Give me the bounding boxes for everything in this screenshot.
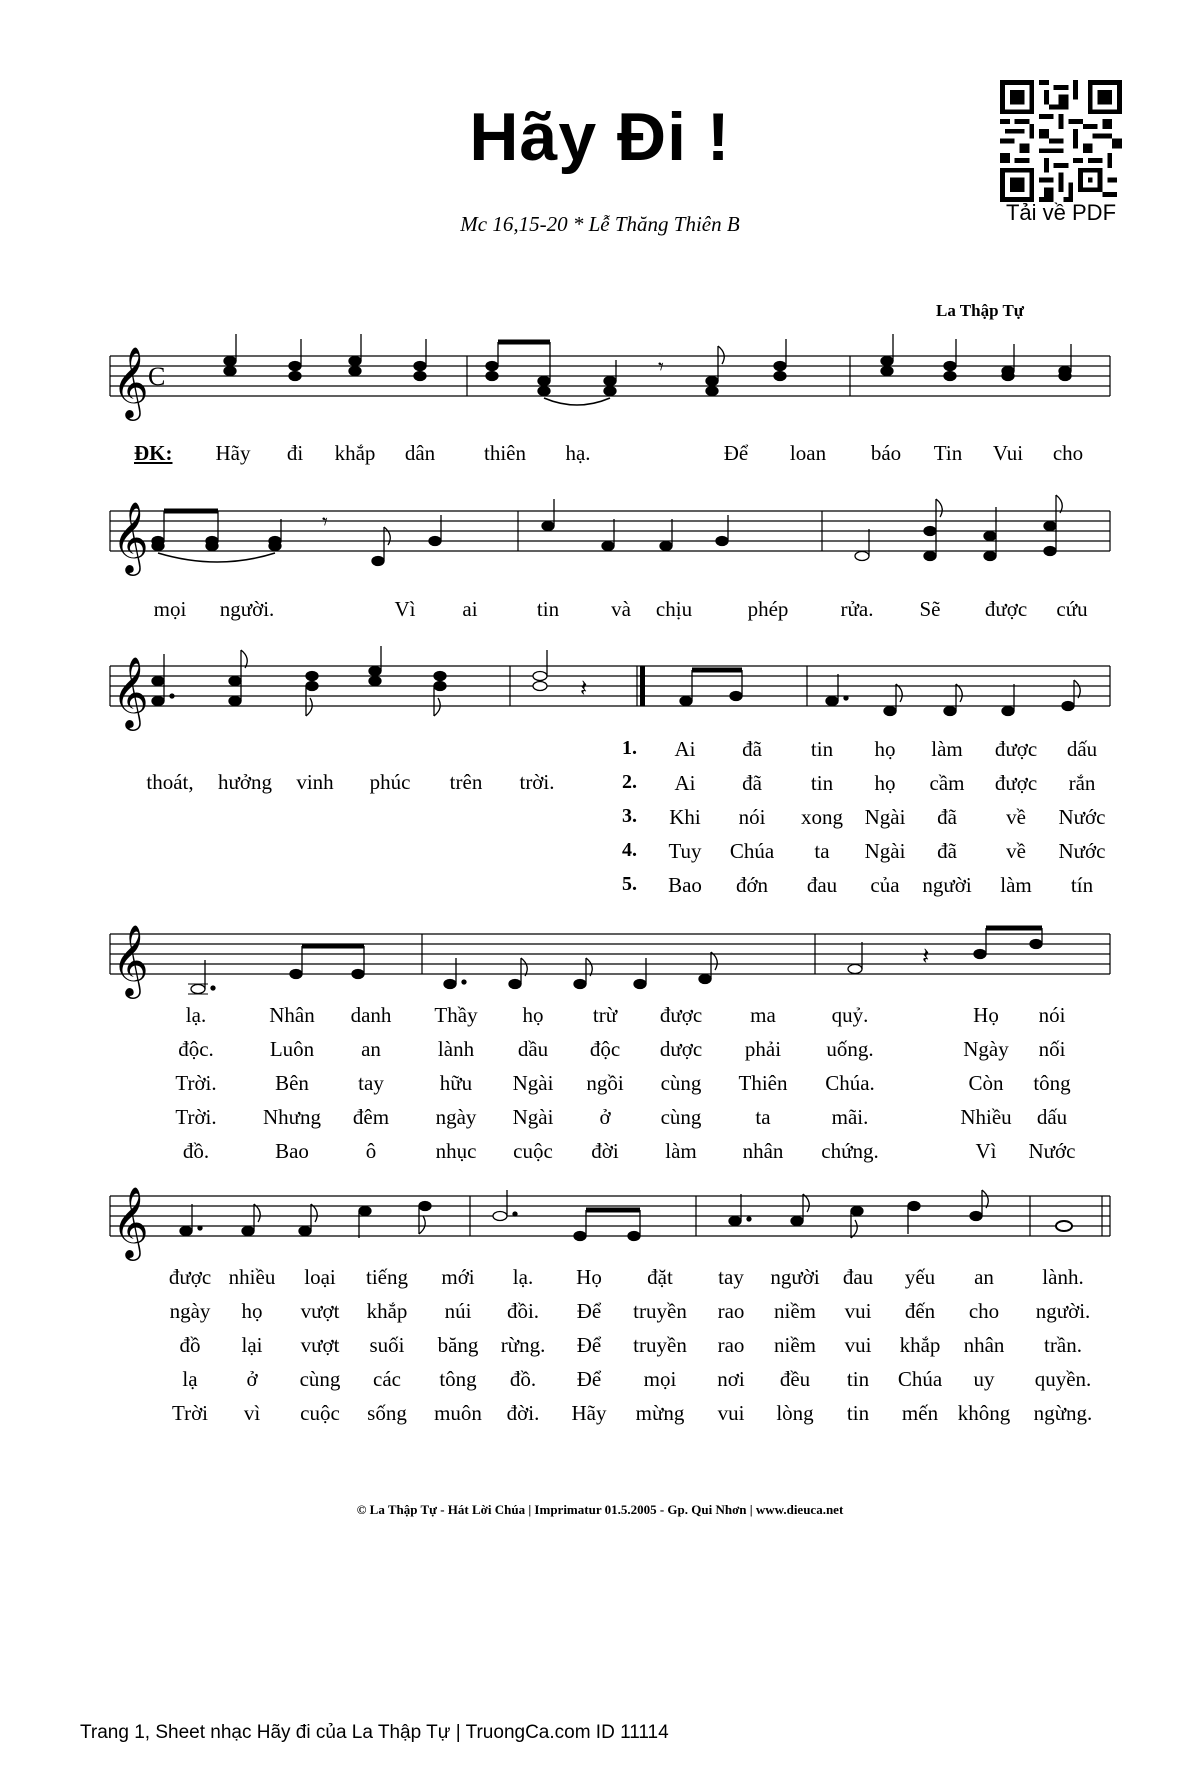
lyric: Chúa — [897, 1367, 943, 1391]
lyric: Để — [576, 1333, 602, 1357]
lyric: được — [994, 771, 1038, 795]
song-title: Hãy Đi ! — [469, 99, 731, 175]
staff-system-2 — [100, 485, 1120, 585]
lyric: về — [1006, 805, 1026, 829]
lyric: đồ. — [509, 1367, 537, 1391]
lyric: cho — [968, 1299, 1000, 1323]
lyric: về — [1006, 839, 1026, 863]
lyric: đồi. — [506, 1299, 540, 1323]
svg-text:𝄞: 𝄞 — [112, 500, 149, 573]
lyric: rao — [717, 1299, 745, 1323]
verse-number: 3. — [622, 805, 637, 827]
lyric: ô — [365, 1139, 377, 1163]
svg-text:𝄽: 𝄽 — [922, 942, 930, 970]
svg-text:𝄾: 𝄾 — [658, 355, 664, 380]
lyric: truyền — [633, 1333, 687, 1357]
lyric: vì — [243, 1401, 261, 1425]
lyric: khắp — [899, 1333, 941, 1357]
lyric: lạ — [182, 1367, 198, 1391]
lyric: trên — [449, 770, 483, 794]
lyric: băng — [437, 1333, 479, 1357]
lyric: lành — [437, 1037, 475, 1061]
lyric: cuộc — [513, 1139, 553, 1163]
staff-system-5 — [100, 1170, 1120, 1270]
lyric: Còn — [968, 1071, 1004, 1095]
lyric: Nước — [1058, 839, 1106, 863]
lyric: ma — [750, 1003, 776, 1027]
lyric: phúc — [369, 770, 411, 794]
lyric: của — [870, 873, 900, 897]
svg-text:𝄾: 𝄾 — [322, 510, 328, 535]
staff-system-3 — [100, 640, 1120, 740]
lyric: vinh — [296, 770, 334, 794]
lyric: Vui — [992, 441, 1024, 465]
lyric: đặt — [647, 1265, 673, 1289]
lyric: vui — [717, 1401, 745, 1425]
lyric: phép — [747, 597, 789, 621]
lyric: mọi — [153, 597, 187, 621]
lyric: nhân — [742, 1139, 784, 1163]
lyric: tông — [1033, 1071, 1071, 1095]
lyric: đã — [937, 805, 957, 829]
lyric: đời — [591, 1139, 619, 1163]
lyric: dược — [659, 1037, 703, 1061]
lyric: tin — [810, 771, 834, 795]
lyric: đã — [742, 737, 762, 761]
lyric: lạ. — [185, 1003, 207, 1027]
lyric: trần. — [1044, 1333, 1082, 1357]
lyric: đau — [806, 873, 838, 897]
lyric: được — [984, 597, 1028, 621]
lyric: ta — [814, 839, 830, 863]
verse-number: 5. — [622, 873, 637, 895]
verse-number: 1. — [622, 737, 637, 759]
lyric: ngày — [435, 1105, 477, 1129]
lyric: niềm — [774, 1299, 816, 1323]
lyric: Nhưng — [262, 1105, 322, 1129]
lyric: tay — [718, 1265, 744, 1289]
lyric: người. — [219, 597, 275, 621]
lyric: đến — [904, 1299, 936, 1323]
refrain-label: ĐK: — [134, 441, 173, 465]
lyric: loan — [789, 441, 827, 465]
lyric: rửa. — [840, 597, 874, 621]
lyric: ta — [755, 1105, 771, 1129]
lyric: quỷ. — [831, 1003, 869, 1027]
lyric: Nước — [1058, 805, 1106, 829]
verse-number: 4. — [622, 839, 637, 861]
lyric: danh — [350, 1003, 392, 1027]
lyric: an — [361, 1037, 381, 1061]
lyric: ngày — [169, 1299, 211, 1323]
lyric: yếu — [904, 1265, 936, 1289]
lyric: Để — [576, 1367, 602, 1391]
lyric: Trời. — [175, 1105, 217, 1129]
lyric: trừ — [592, 1003, 618, 1027]
lyric: Hãy — [215, 441, 251, 465]
lyric: phải — [744, 1037, 782, 1061]
lyric: núi — [444, 1299, 472, 1323]
lyric: và — [611, 597, 631, 621]
lyric: an — [974, 1265, 994, 1289]
lyric: làm — [665, 1139, 697, 1163]
lyric: tin — [536, 597, 560, 621]
lyric: truyền — [633, 1299, 687, 1323]
composer-name: La Thập Tự — [936, 301, 1025, 320]
lyric: họ — [522, 1003, 544, 1027]
lyric: suối — [369, 1333, 405, 1357]
lyric: vui — [844, 1299, 872, 1323]
lyric: Nước — [1028, 1139, 1076, 1163]
lyric: mến — [901, 1401, 939, 1425]
lyric: Bên — [275, 1071, 309, 1095]
lyric: Chúa — [729, 839, 775, 863]
lyric: Thiên — [738, 1071, 788, 1095]
lyric: đêm — [352, 1105, 390, 1129]
lyric: niềm — [774, 1333, 816, 1357]
lyric: Ai — [674, 737, 696, 761]
lyric: vượt — [300, 1333, 340, 1357]
lyric: cuộc — [300, 1401, 340, 1425]
lyric: nhiều — [228, 1265, 276, 1289]
lyric: dấu — [1036, 1105, 1068, 1129]
lyric: Để — [723, 441, 749, 465]
lyric: Nhân — [269, 1003, 315, 1027]
lyric: thoát, — [146, 770, 194, 794]
lyric: độc. — [178, 1037, 214, 1061]
download-pdf-caption[interactable]: Tải về PDF — [1005, 200, 1117, 225]
lyric: cho — [1052, 441, 1084, 465]
lyric: rắn — [1068, 771, 1096, 795]
lyric: tin — [810, 737, 834, 761]
lyric: đã — [742, 771, 762, 795]
lyric: cùng — [660, 1071, 702, 1095]
lyric: chứng. — [821, 1139, 879, 1163]
copyright-line: © La Thập Tự - Hát Lời Chúa | Imprimatur 01.5.2005 - Gp. Qui Nhơn | www.dieuca.net — [356, 1502, 844, 1517]
lyric: cầm — [929, 771, 965, 795]
lyric: Trời. — [175, 1071, 217, 1095]
lyric: nói — [1038, 1003, 1066, 1027]
svg-text:𝄽: 𝄽 — [580, 674, 588, 702]
lyric: Hãy — [571, 1401, 607, 1425]
lyric: người — [770, 1265, 820, 1289]
lyric: dầu — [517, 1037, 549, 1061]
lyric: tín — [1070, 873, 1094, 897]
lyric: mãi. — [831, 1105, 869, 1129]
lyric: Bao — [275, 1139, 309, 1163]
lyric: Họ — [973, 1003, 999, 1027]
lyric: ngồi — [586, 1071, 624, 1095]
lyric: các — [373, 1367, 401, 1391]
lyric: ở — [599, 1105, 611, 1129]
lyric: tông — [439, 1367, 477, 1391]
lyric: vui — [844, 1333, 872, 1357]
lyric: người — [922, 873, 972, 897]
lyric: cùng — [299, 1367, 341, 1391]
lyric: Thầy — [434, 1003, 478, 1027]
lyric: lại — [241, 1333, 263, 1357]
lyric: đớn — [735, 873, 769, 897]
lyric: mừng — [635, 1401, 685, 1425]
lyric: làm — [931, 737, 963, 761]
lyric: đồ. — [182, 1139, 210, 1163]
lyric: Bao — [668, 873, 702, 897]
lyric: nhục — [435, 1139, 477, 1163]
lyric: mọi — [643, 1367, 677, 1391]
lyric: Họ — [576, 1265, 602, 1289]
lyric: chịu — [655, 597, 693, 621]
lyric: vượt — [300, 1299, 340, 1323]
lyric: rừng. — [500, 1333, 546, 1357]
page-footer: Trang 1, Sheet nhạc Hãy đi của La Thập Tự | TruongCa.com ID 11114 — [80, 1722, 669, 1743]
lyric: đã — [937, 839, 957, 863]
lyric: làm — [1000, 873, 1032, 897]
lyric: tay — [358, 1071, 384, 1095]
lyric: Ai — [674, 771, 696, 795]
svg-text:𝄞: 𝄞 — [112, 345, 149, 418]
lyric: lạ. — [512, 1265, 534, 1289]
lyric: được — [168, 1265, 212, 1289]
lyric: nơi — [717, 1367, 745, 1391]
staff-system-4 — [100, 908, 1120, 1008]
lyric: đi — [286, 441, 304, 465]
lyric: Sẽ — [919, 597, 941, 621]
lyric: lòng — [776, 1401, 814, 1425]
lyric: họ — [241, 1299, 263, 1323]
lyric: nhân — [963, 1333, 1005, 1357]
lyric: tin — [846, 1401, 870, 1425]
lyric: Vì — [394, 597, 416, 621]
lyric: đời. — [506, 1401, 540, 1425]
lyric: loại — [304, 1265, 336, 1289]
lyric: xong — [801, 805, 843, 829]
lyric: thiên — [484, 441, 526, 465]
scripture-reference: Mc 16,15-20 * Lễ Thăng Thiên B — [460, 212, 740, 236]
lyric: độc — [589, 1037, 621, 1061]
verse-number: 2. — [622, 771, 637, 793]
lyric: Ngài — [864, 805, 906, 829]
lyric: Vì — [975, 1139, 997, 1163]
lyric: Tin — [933, 441, 963, 465]
lyric: Tuy — [668, 839, 702, 863]
lyric: Để — [576, 1299, 602, 1323]
lyric: cùng — [660, 1105, 702, 1129]
lyric: hạ. — [565, 441, 591, 465]
lyric: báo — [870, 441, 902, 465]
lyric: lành. — [1042, 1265, 1084, 1289]
lyric: Ngài — [512, 1105, 554, 1129]
lyric: Chúa. — [825, 1071, 875, 1095]
lyric: đau — [842, 1265, 874, 1289]
lyric: nối — [1038, 1037, 1066, 1061]
lyric: Luôn — [269, 1037, 315, 1061]
lyric: Ngài — [512, 1071, 554, 1095]
svg-text:𝄞: 𝄞 — [112, 655, 149, 728]
lyric: đều — [779, 1367, 811, 1391]
lyric: họ — [874, 771, 896, 795]
lyric: trời. — [519, 770, 555, 794]
lyric: ở — [246, 1367, 258, 1391]
lyric: sống — [367, 1401, 407, 1425]
svg-text:C: C — [148, 362, 166, 391]
lyric: không — [957, 1401, 1011, 1425]
lyric: rao — [717, 1333, 745, 1357]
lyric: Nhiều — [960, 1105, 1012, 1129]
lyric: ai — [462, 597, 478, 621]
lyric: Trời — [171, 1401, 209, 1425]
lyric: cứu — [1056, 597, 1088, 621]
svg-text:𝄞: 𝄞 — [112, 923, 149, 996]
lyric: khắp — [366, 1299, 408, 1323]
lyric: đồ — [179, 1333, 201, 1357]
lyric: hữu — [439, 1071, 473, 1095]
lyric: được — [659, 1003, 703, 1027]
lyric: muôn — [434, 1401, 482, 1425]
lyric: Ngài — [864, 839, 906, 863]
lyric: Khi — [669, 805, 701, 829]
lyric: tiếng — [366, 1265, 408, 1289]
qr-code[interactable] — [1000, 80, 1122, 202]
lyric: ngừng. — [1033, 1401, 1093, 1425]
lyric: dân — [404, 441, 436, 465]
lyric: quyền. — [1034, 1367, 1092, 1391]
lyric: nói — [738, 805, 766, 829]
lyric: mới — [441, 1265, 475, 1289]
lyric: uy — [973, 1367, 995, 1391]
lyric: dấu — [1066, 737, 1098, 761]
svg-text:𝄞: 𝄞 — [112, 1185, 149, 1258]
lyric: uống. — [826, 1037, 874, 1061]
lyric: được — [994, 737, 1038, 761]
lyric: tin — [846, 1367, 870, 1391]
lyric: khắp — [334, 441, 376, 465]
lyric: Ngày — [963, 1037, 1009, 1061]
lyric: họ — [874, 737, 896, 761]
staff-system-1 — [100, 330, 1120, 430]
lyric: người. — [1035, 1299, 1091, 1323]
lyric: hưởng — [218, 770, 272, 794]
